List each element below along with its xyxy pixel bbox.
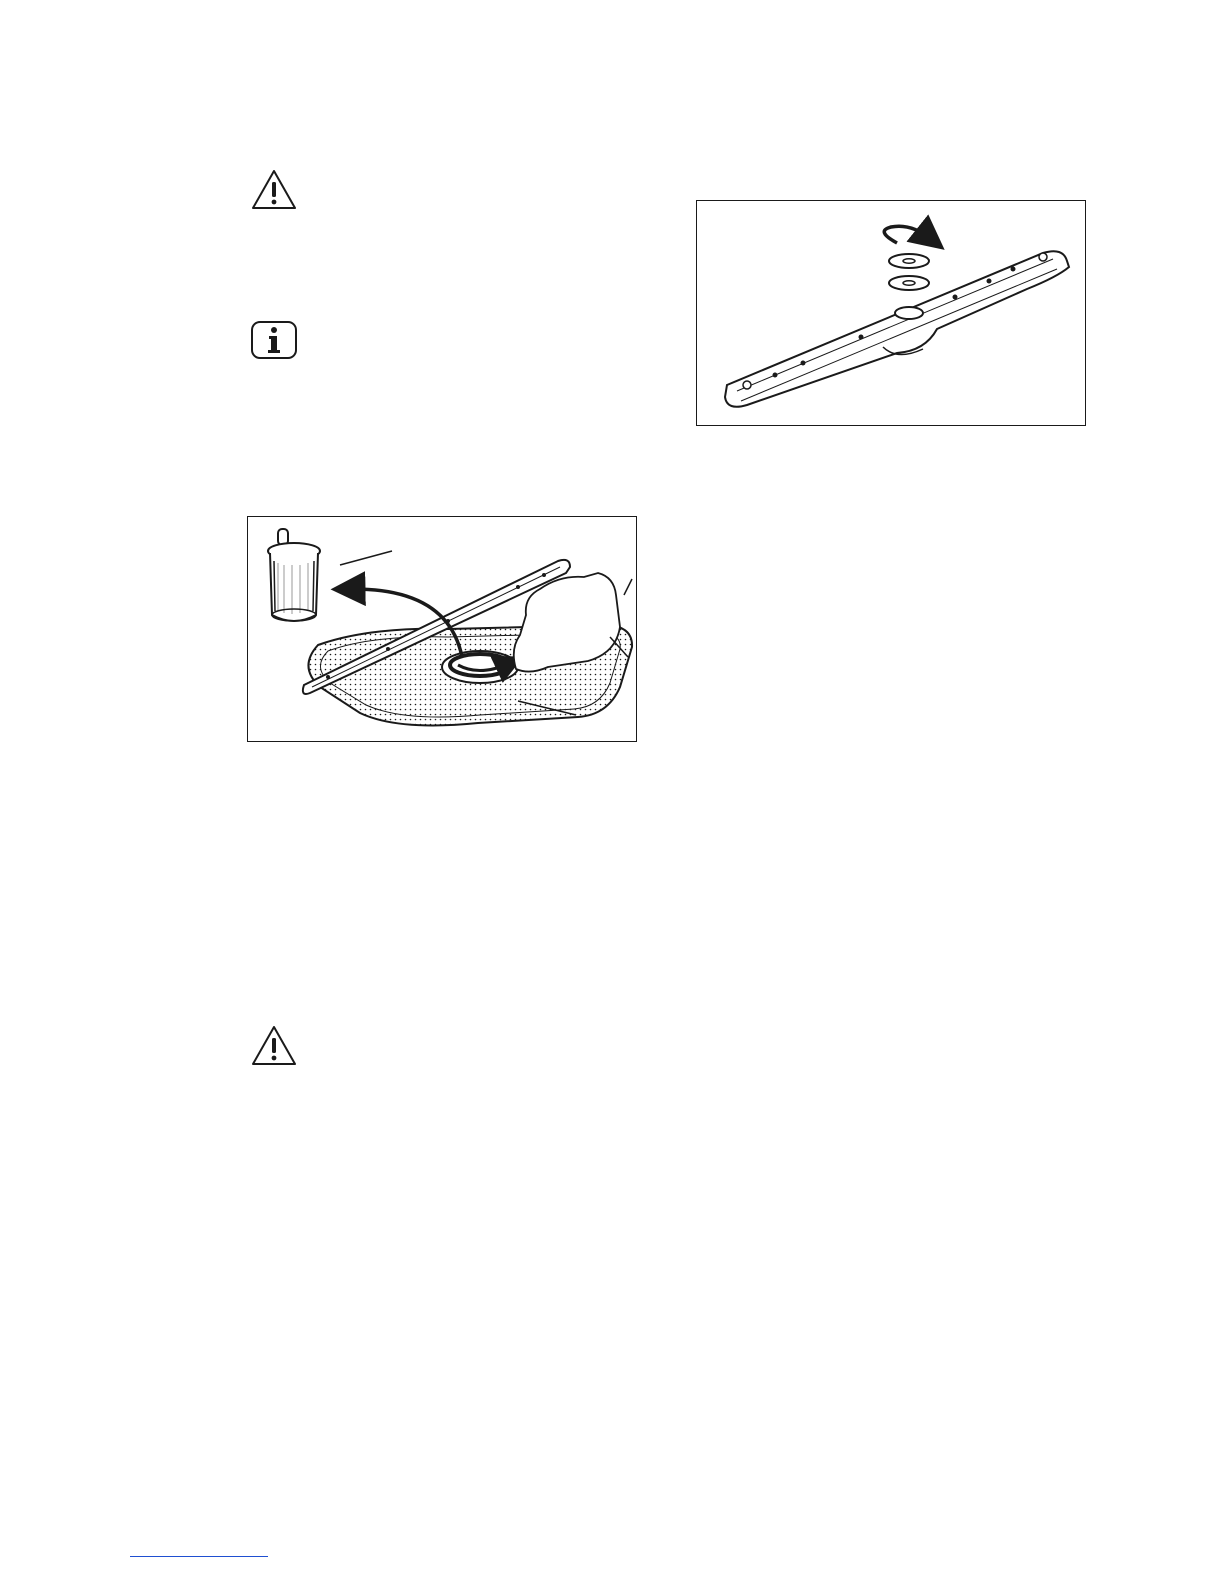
information-icon <box>250 320 298 360</box>
warning-triangle-icon <box>250 168 298 212</box>
filter-removal-illustration <box>247 516 637 742</box>
spray-arm-washer-bottom <box>889 276 929 290</box>
footer-link-underline[interactable] <box>130 1556 268 1557</box>
spray-arm-illustration <box>696 200 1086 426</box>
warning-triangle-icon <box>250 1024 298 1068</box>
filter-cartridge <box>268 529 320 621</box>
upper-spray-arm <box>725 251 1069 407</box>
spray-arm-washer-top <box>889 254 929 268</box>
